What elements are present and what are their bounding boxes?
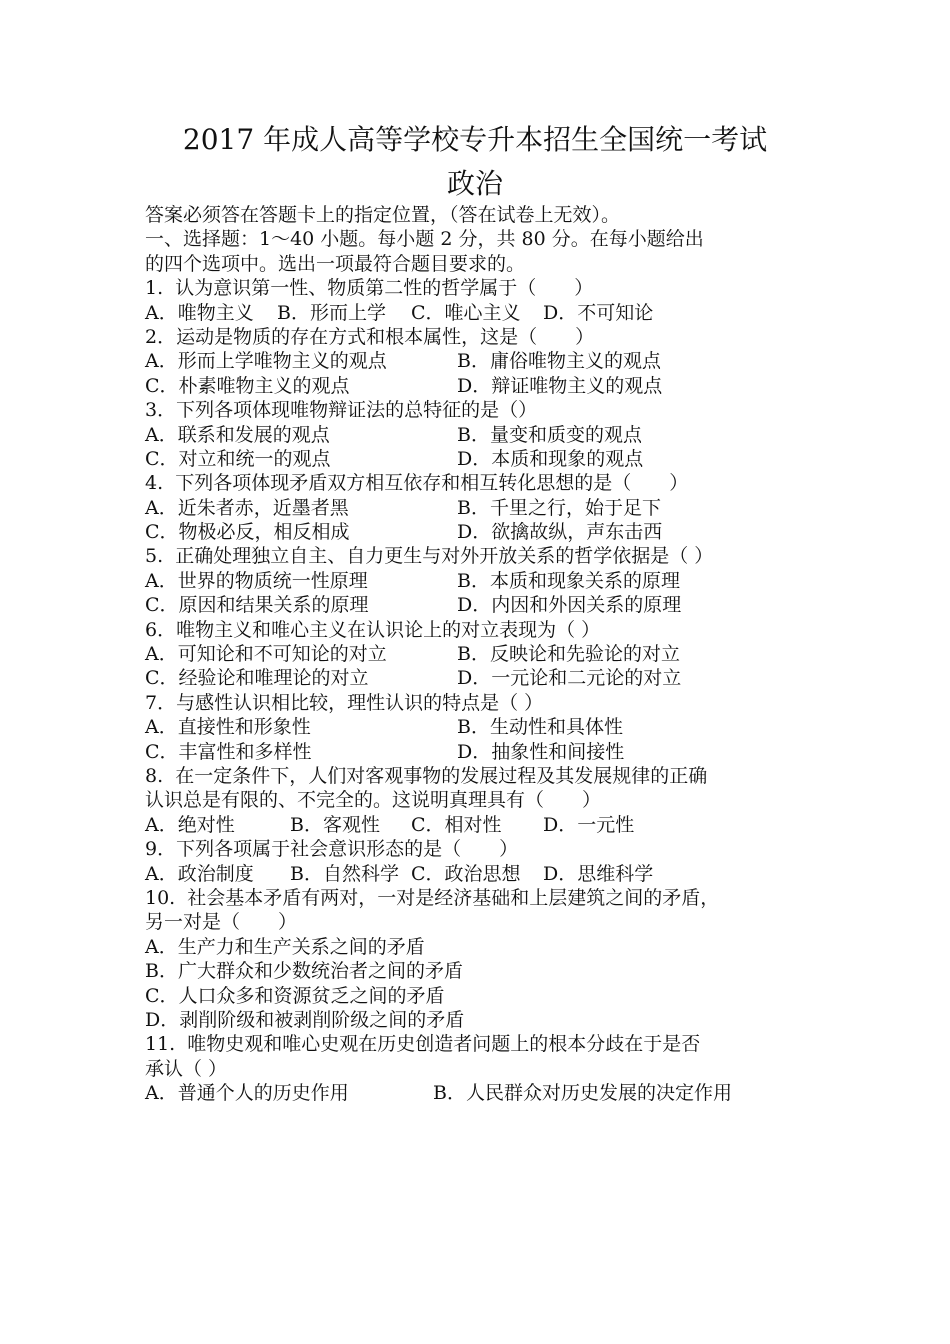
question-stem: 10. 社会基本矛盾有两对，一对是经济基础和上层建筑之间的矛盾， [145, 886, 720, 909]
option-row [145, 666, 825, 690]
answer-option: A．近朱者赤，近墨者黑 [145, 496, 349, 519]
answer-option: A．唯物主义 [145, 301, 254, 324]
answer-option: B．广大群众和少数统治者之间的矛盾 [145, 960, 463, 983]
answer-option: C．人口众多和资源贫乏之间的矛盾 [145, 984, 445, 1007]
section-heading: 的四个选项中。选出一项最符合题目要求的。 [145, 252, 526, 275]
answer-option: D．一元论和二元论的对立 [457, 667, 682, 690]
answer-option: D．辩证唯物主义的观点 [457, 374, 663, 397]
answer-option: B．自然科学 [290, 862, 399, 885]
option-row [145, 935, 825, 959]
question-stem: 2．运动是物质的存在方式和根本属性，这是（ ） [145, 325, 595, 348]
answer-option: C．原因和结果关系的原理 [145, 594, 369, 617]
question-stem: 8. 在一定条件下，人们对客观事物的发展过程及其发展规律的正确 [145, 764, 708, 787]
answer-option: C．朴素唯物主义的观点 [145, 374, 350, 397]
option-row [145, 862, 825, 886]
option-row [145, 1008, 825, 1032]
question-stem: 11. 唯物史观和唯心史观在历史创造者问题上的根本分歧在于是否 [145, 1033, 701, 1056]
option-row [145, 715, 825, 739]
option-row [145, 520, 825, 544]
answer-option: D．本质和现象的观点 [457, 447, 644, 470]
option-row [145, 423, 825, 447]
question-stem: 6．唯物主义和唯心主义在认识论上的对立表现为（ ） [145, 618, 601, 641]
answer-option: C．相对性 [411, 813, 502, 836]
answer-option: B．千里之行，始于足下 [457, 496, 661, 519]
question-stem: 另一对是（ ） [145, 911, 298, 934]
option-row [145, 496, 825, 520]
question [145, 886, 825, 1032]
option-row [145, 1081, 825, 1105]
answer-option: B．形而上学 [277, 301, 386, 324]
question [145, 764, 825, 837]
option-row [145, 447, 825, 471]
answer-option: D．思维科学 [543, 862, 654, 885]
answer-option: C．物极必反，相反相成 [145, 521, 350, 544]
answer-option: A．形而上学唯物主义的观点 [145, 350, 387, 373]
answer-option: D．抽象性和间接性 [457, 740, 625, 763]
answer-option: A．绝对性 [145, 813, 235, 836]
question-stem: 7．与感性认识相比较，理性认识的特点是（ ） [145, 691, 544, 714]
answer-option: A．世界的物质统一性原理 [145, 569, 368, 592]
question [145, 471, 825, 544]
answer-option: B．量变和质变的观点 [457, 423, 642, 446]
answer-option: D．剥削阶级和被剥削阶级之间的矛盾 [145, 1008, 465, 1031]
answer-option: D．内因和外因关系的原理 [457, 594, 682, 617]
answer-option: B．本质和现象关系的原理 [457, 569, 680, 592]
answer-option: B．庸俗唯物主义的观点 [457, 350, 661, 373]
answer-option: B．生动性和具体性 [457, 716, 623, 739]
answer-option: A．联系和发展的观点 [145, 423, 330, 446]
answer-option: A．可知论和不可知论的对立 [145, 643, 387, 666]
option-row [145, 984, 825, 1008]
question [145, 1032, 825, 1105]
answer-option: D．一元性 [543, 813, 635, 836]
option-row [145, 813, 825, 837]
option-row [145, 642, 825, 666]
question-stem: 1. 认为意识第一性、物质第二性的哲学属于（ ） [145, 277, 594, 300]
answer-option: A．生产力和生产关系之间的矛盾 [145, 935, 425, 958]
question-stem: 4. 下列各项体现矛盾双方相互依存和相互转化思想的是（ ） [145, 472, 689, 495]
question [145, 837, 825, 886]
answer-option: C．丰富性和多样性 [145, 740, 312, 763]
option-row [145, 569, 825, 593]
question [145, 618, 825, 691]
question [145, 325, 825, 398]
answer-option: A．普通个人的历史作用 [145, 1082, 349, 1105]
option-row [145, 349, 825, 373]
answer-option: B．人民群众对历史发展的决定作用 [433, 1082, 732, 1105]
answer-option: B．反映论和先验论的对立 [457, 643, 680, 666]
question-stem: 9．下列各项属于社会意识形态的是（ ） [145, 838, 519, 861]
question-stem: 3．下列各项体现唯物辩证法的总特征的是（） [145, 399, 538, 422]
question-stem: 5. 正确处理独立自主、自力更生与对外开放关系的哲学依据是（ ） [145, 545, 714, 568]
question [145, 691, 825, 764]
question-stem: 认识总是有限的、不完全的。这说明真理具有（ ） [145, 789, 602, 812]
question-stem: 承认（ ） [145, 1057, 228, 1080]
question [145, 276, 825, 325]
exam-subject: 政治 [446, 167, 503, 200]
question [145, 544, 825, 617]
option-row [145, 593, 825, 617]
question-list [145, 276, 825, 1105]
option-row [145, 301, 825, 325]
answer-notice: 答案必须答在答题卡上的指定位置，（答在试卷上无效）。 [145, 204, 621, 226]
answer-option: C．政治思想 [411, 862, 521, 885]
question [145, 398, 825, 471]
option-row [145, 740, 825, 764]
answer-option: C．对立和统一的观点 [145, 447, 331, 470]
answer-option: A．政治制度 [145, 862, 254, 885]
answer-option: B．客观性 [290, 813, 380, 836]
section-heading: 一、选择题：1～40 小题。每小题 2 分，共 80 分。在每小题给出 [145, 228, 704, 251]
option-row [145, 374, 825, 398]
answer-option: A．直接性和形象性 [145, 716, 311, 739]
exam-title: 2017 年成人高等学校专升本招生全国统一考试 [182, 123, 768, 156]
answer-option: D．欲擒故纵，声东击西 [457, 521, 663, 544]
answer-option: D．不可知论 [543, 301, 654, 324]
answer-option: C．经验论和唯理论的对立 [145, 667, 369, 690]
exam-body [145, 203, 825, 1105]
answer-option: C．唯心主义 [411, 301, 521, 324]
option-row [145, 959, 825, 983]
